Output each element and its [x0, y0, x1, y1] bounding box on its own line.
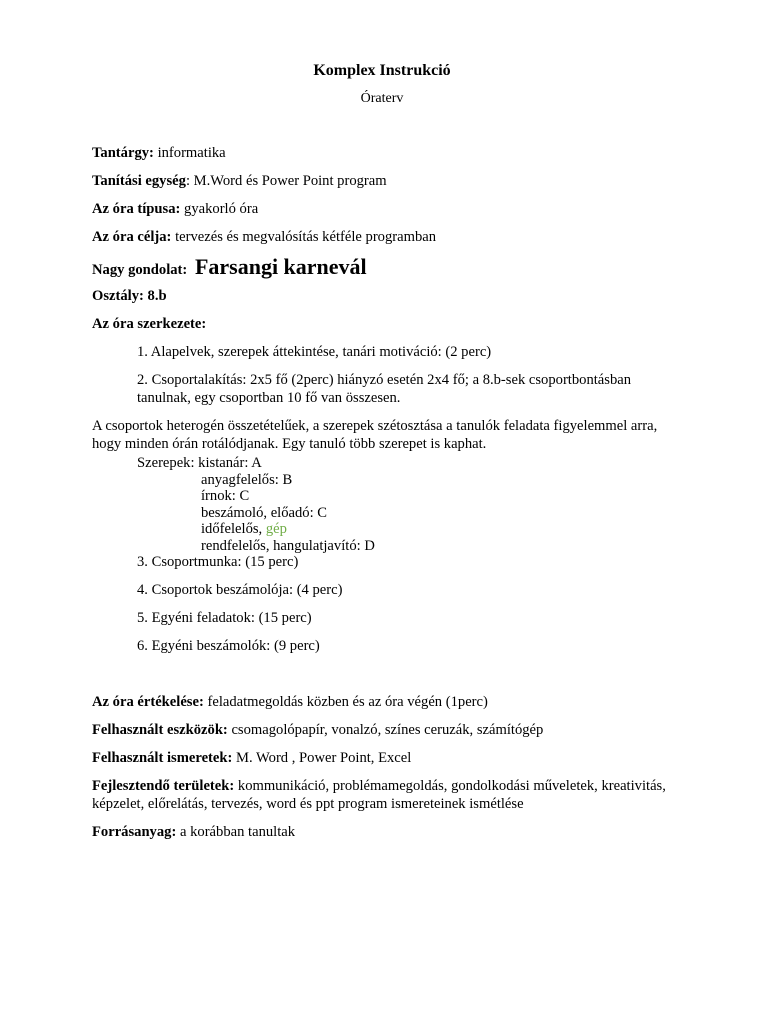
- big-idea-field: [92, 254, 672, 283]
- type-field: [92, 200, 672, 218]
- structure-step-4: 4. Csoportok beszámolója: (4 perc): [137, 581, 343, 598]
- knowledge-field: [92, 749, 672, 767]
- role-item: rendfelelős, hangulatjavító: D: [201, 537, 375, 554]
- goal-label: Az óra célja:: [92, 229, 172, 245]
- knowledge-value: M. Word , Power Point, Excel: [236, 749, 412, 766]
- structure-heading: Az óra szerkezete:: [92, 316, 207, 332]
- document-page: [92, 60, 672, 841]
- develop-field: [92, 777, 672, 813]
- evaluation-label: Az óra értékelése:: [92, 693, 204, 710]
- tools-field: [92, 721, 672, 739]
- unit-label: Tanítási egység: [92, 173, 186, 189]
- structure-step-3: 3. Csoportmunka: (15 perc): [137, 554, 299, 570]
- big-idea-label: Nagy gondolat:: [92, 262, 188, 278]
- class-field: Osztály: 8.b: [92, 288, 167, 304]
- structure-step-2: 2. Csoportalakítás: 2x5 fő (2perc) hiányzó esetén 2x4 fő; a 8.b-sek csoportbontásban tanulnak, egy csoportban 10 fő van összesen.: [137, 372, 632, 406]
- source-field: [92, 823, 672, 841]
- tools-value: csomagolópapír, vonalzó, színes ceruzák, számítógép: [231, 721, 544, 738]
- role-item: írnok: C: [201, 488, 250, 504]
- role-item: beszámoló, előadó: C: [201, 504, 328, 521]
- unit-value: : M.Word és Power Point program: [185, 173, 387, 189]
- subject-field: [92, 144, 672, 162]
- role-time-extra: gép: [265, 521, 287, 537]
- roles-list: [92, 455, 672, 571]
- goal-field: [92, 228, 672, 246]
- goal-value: tervezés és megvalósítás kétféle programban: [175, 229, 437, 245]
- unit-field: [92, 172, 672, 190]
- subject-label: Tantárgy:: [92, 145, 154, 161]
- role-item: anyagfelelős: B: [201, 471, 293, 488]
- type-label: Az óra típusa:: [92, 201, 181, 217]
- source-value: a korábban tanultak: [179, 823, 296, 840]
- role-item-time: [137, 521, 672, 538]
- tools-label: Felhasznált eszközök:: [92, 721, 228, 738]
- evaluation-field: [92, 693, 672, 711]
- document-subtitle: Óraterv: [360, 91, 404, 106]
- role-item: Szerepek: kistanár: A: [137, 455, 262, 471]
- structure-step-6: 6. Egyéni beszámolók: (9 perc): [137, 637, 320, 654]
- document-title: Komplex Instrukció: [313, 62, 451, 79]
- subject-value: informatika: [157, 145, 226, 161]
- groups-note: A csoportok heterogén összetételűek, a szerepek szétosztása a tanulók feladata figyelemmel arra, hogy minden órán rotálódjanak. Egy tanuló több szerepet is kaphat.: [92, 418, 658, 452]
- knowledge-label: Felhasznált ismeretek:: [92, 749, 233, 766]
- evaluation-value: feladatmegoldás közben és az óra végén (1perc): [207, 693, 488, 710]
- type-value: gyakorló óra: [184, 201, 259, 217]
- develop-label: Fejlesztendő területek:: [92, 777, 235, 794]
- develop-value: kommunikáció, problémamegoldás, gondolkodási műveletek, kreativitás, képzelet, előrelátás, tervezés, word és ppt program ismereteinek ismétlése: [92, 777, 666, 812]
- role-time-label: időfelelős,: [201, 521, 263, 537]
- structure-step-1: 1. Alapelvek, szerepek áttekintése, tanári motiváció: (2 perc): [137, 344, 492, 360]
- structure-step-5: 5. Egyéni feladatok: (15 perc): [137, 609, 312, 626]
- source-label: Forrásanyag:: [92, 823, 177, 840]
- big-idea-value: Farsangi karnevál: [194, 254, 367, 279]
